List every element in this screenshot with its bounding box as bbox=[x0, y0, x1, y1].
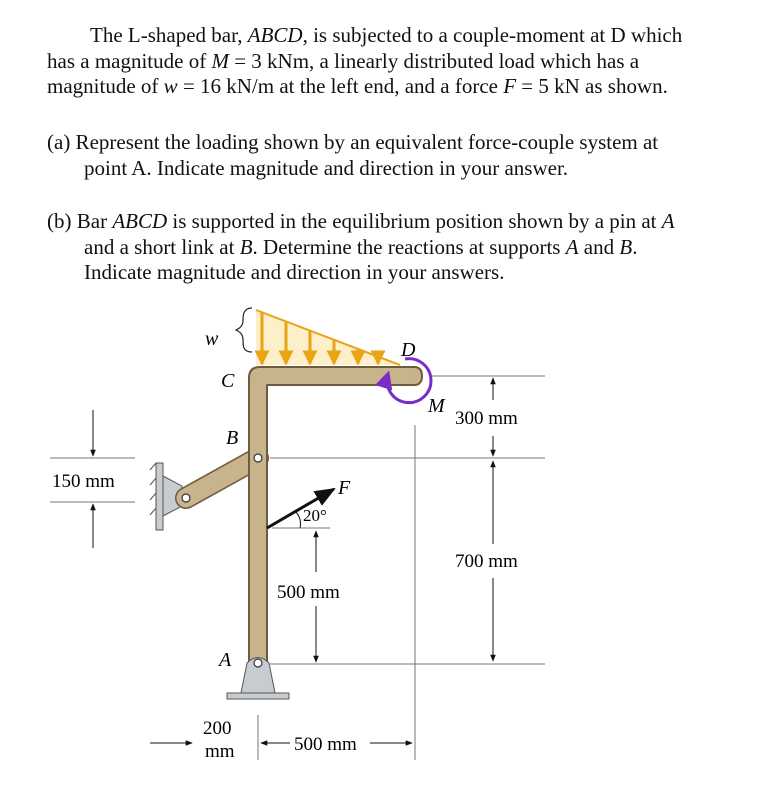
pin-b bbox=[254, 454, 262, 462]
intro-line-2: has a magnitude of M = 3 kNm, a linearly distributed load which has a bbox=[47, 48, 640, 73]
part-a-line-2: point A. Indicate magnitude and direction in your answer. bbox=[84, 155, 569, 180]
label-w: w bbox=[205, 328, 219, 350]
force-f bbox=[267, 477, 351, 528]
label-f: F bbox=[338, 477, 351, 499]
link-fill bbox=[186, 458, 258, 498]
dim-500-vertical-label: 500 mm bbox=[277, 582, 340, 603]
link-pin-wall bbox=[182, 494, 190, 502]
part-b-question bbox=[47, 209, 762, 286]
load-brace bbox=[236, 308, 252, 352]
label-c: C bbox=[221, 370, 235, 392]
link-ab bbox=[182, 458, 258, 502]
pin-a bbox=[254, 659, 262, 667]
wall-plate bbox=[156, 463, 163, 530]
label-a: A bbox=[219, 649, 232, 671]
label-d: D bbox=[401, 339, 416, 361]
angle-label: 20° bbox=[303, 506, 327, 525]
part-a-question bbox=[47, 130, 762, 181]
part-b-line-3: Indicate magnitude and direction in your answers. bbox=[84, 260, 505, 284]
part-b-line-2: and a short link at B. Determine the reactions at supports A and B. bbox=[84, 234, 638, 259]
dim-200-unit: mm bbox=[205, 741, 235, 762]
intro-line-3: magnitude of w = 16 kN/m at the left end, and a force F = 5 kN as shown. bbox=[47, 74, 668, 98]
dim-700-label: 700 mm bbox=[455, 551, 518, 572]
problem-intro bbox=[47, 23, 762, 100]
l-bar-figure bbox=[0, 290, 782, 807]
distributed-load bbox=[205, 308, 400, 365]
support-a-base bbox=[227, 693, 289, 699]
intro-line-1: The L-shaped bar, ABCD, is subjected to a couple-moment at D which bbox=[90, 23, 683, 47]
angle-arc bbox=[296, 512, 301, 528]
part-b-line-1: (b) Bar ABCD is supported in the equilibrium position shown by a pin at A bbox=[47, 209, 675, 233]
dim-500-horizontal-label: 500 mm bbox=[294, 734, 357, 755]
part-a-line-1: (a) Represent the loading shown by an equivalent force-couple system at bbox=[47, 130, 659, 154]
dim-150-label: 150 mm bbox=[52, 471, 115, 492]
label-m: M bbox=[428, 395, 445, 417]
label-b: B bbox=[226, 427, 239, 449]
dim-300-label: 300 mm bbox=[455, 408, 518, 429]
dim-200-number: 200 bbox=[203, 718, 232, 739]
